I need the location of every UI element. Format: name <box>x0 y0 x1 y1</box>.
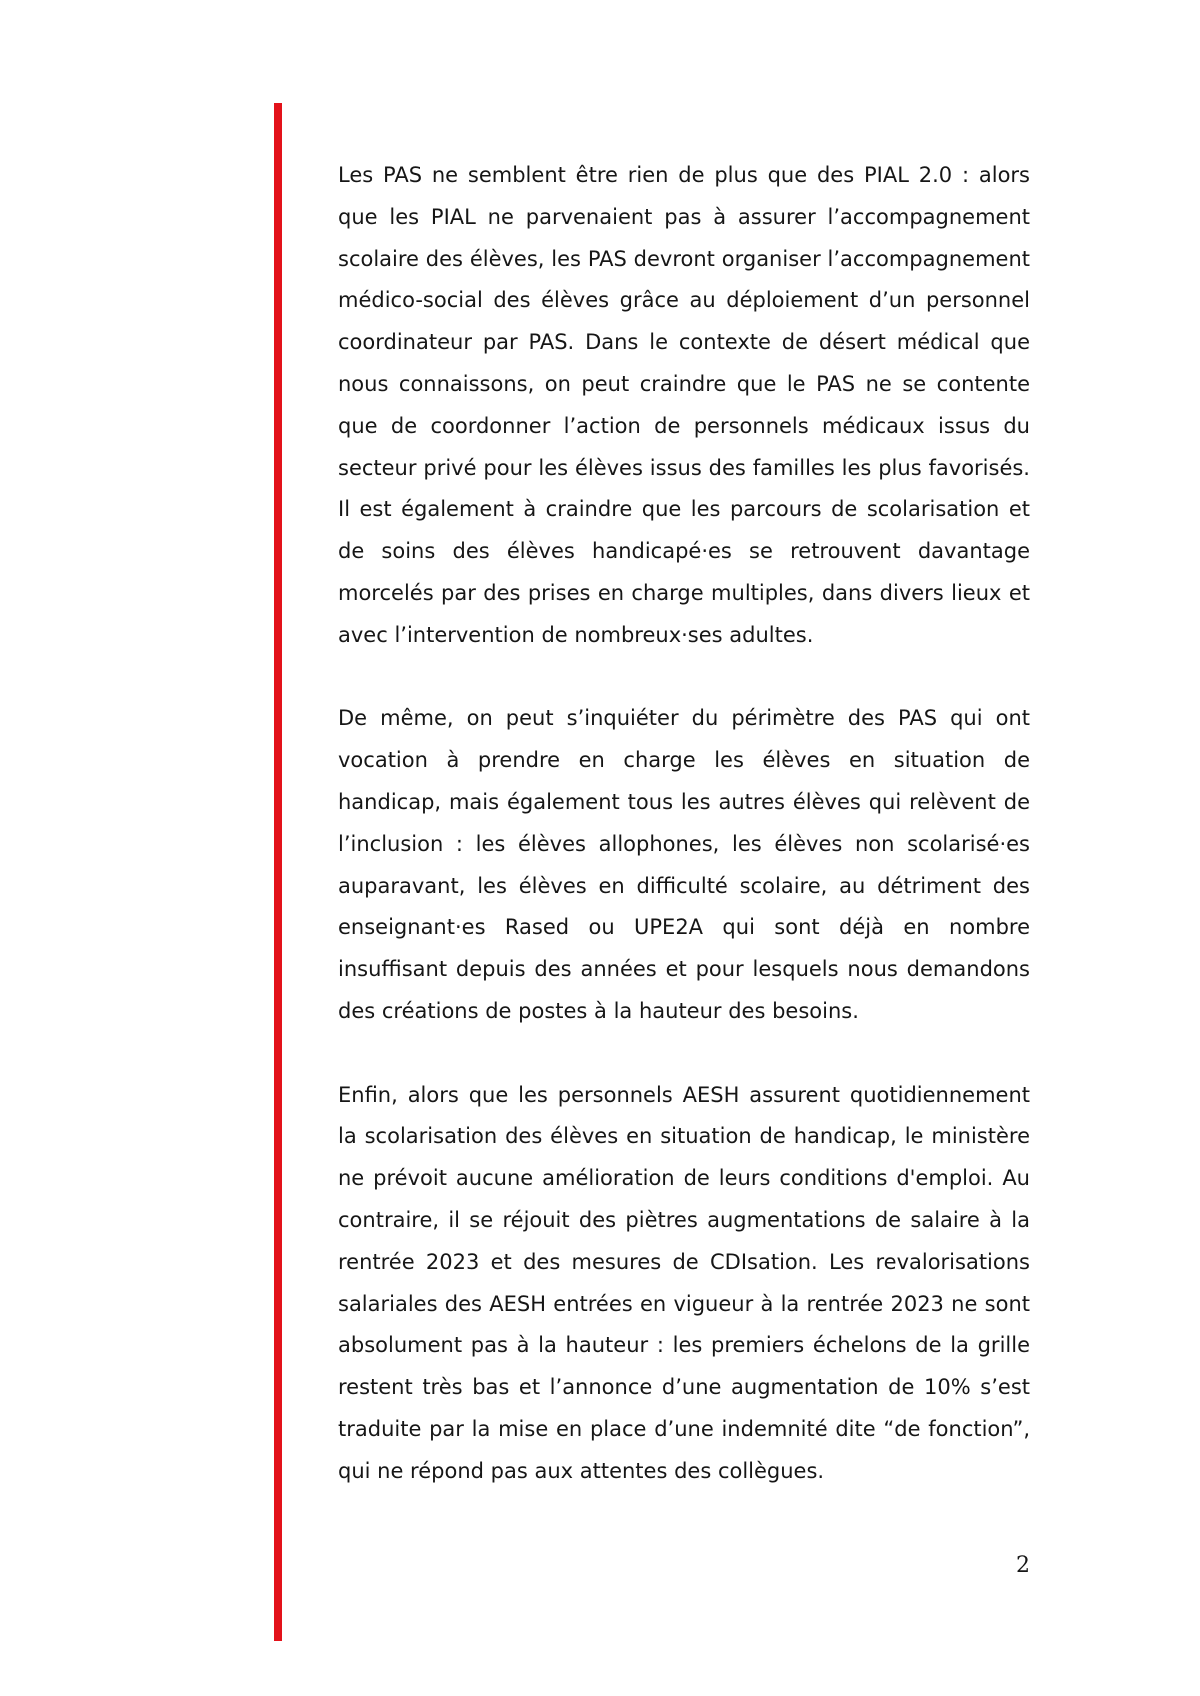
paragraph-aesh: Enfin, alors que les personnels AESH assurent quotidiennement la scolarisation des élèves en situation de handicap, le ministère ne prévoit aucune amélioration de leurs conditions d'emploi. Au contraire, il se réjouit des piètres augmentations de salaire à la rentrée 2023 et des mesures de CDIsation. Les revalorisations salariales des AESH entrées en vigueur à la rentrée 2023 ne sont absolument pas à la hauteur : les premiers échelons de la grille restent très bas et l’annonce d’une augmentation de 10% s’est traduite par la mise en place d’une indemnité dite “de fonction”, qui ne répond pas aux attentes des collègues. <box>338 1082 1030 1483</box>
paragraph-perimetre: De même, on peut s’inquiéter du périmètre des PAS qui ont vocation à prendre en charge les élèves en situation de handicap, mais également tous les autres élèves qui relèvent de l’inclusion : les élèves allophones, les élèves non scolarisé·es auparavant, les élèves en difficulté scolaire, au détriment des enseignant·es Rased ou UPE2A qui sont déjà en nombre insuffisant depuis des années et pour lesquels nous demandons des créations de postes à la hauteur des besoins. <box>338 706 1030 1023</box>
red-margin-bar <box>274 103 282 1641</box>
document-body <box>338 155 1030 1534</box>
page-number: 2 <box>1016 1553 1030 1578</box>
paragraph-pas-pial: Les PAS ne semblent être rien de plus que des PIAL 2.0 : alors que les PIAL ne parvenaient pas à assurer l’accompagnement scolaire des élèves, les PAS devront organiser l’accompagnement médico-social des élèves grâce au déploiement d’un personnel coordinateur par PAS. Dans le contexte de désert médical que nous connaissons, on peut craindre que le PAS ne se contente que de coordonner l’action de personnels médicaux issus du secteur privé pour les élèves issus des familles les plus favorisés. Il est également à craindre que les parcours de scolarisation et de soins des élèves handicapé·es se retrouvent davantage morcelés par des prises en charge multiples, dans divers lieux et avec l’intervention de nombreux·ses adultes. <box>338 163 1030 647</box>
